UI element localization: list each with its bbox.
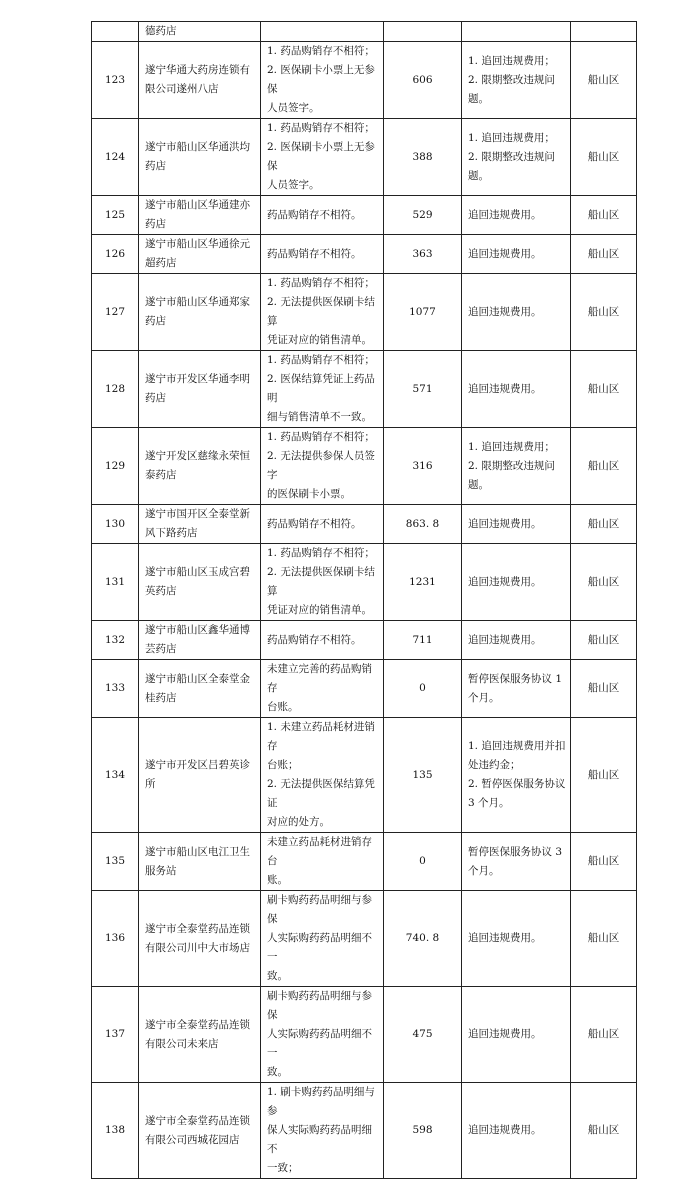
district-cell: 船山区 [571, 833, 637, 891]
table-row [92, 351, 637, 428]
amount-cell: 863. 8 [384, 505, 462, 544]
merchant-name-cell: 遂宁市船山区华通建亦 药店 [139, 196, 261, 235]
penalty-table [91, 21, 637, 1179]
penalty-action-cell: 暂停医保服务协议 1 个月。 [462, 660, 571, 718]
table-row [92, 428, 637, 505]
amount-cell: 711 [384, 621, 462, 660]
penalty-action-cell: 暂停医保服务协议 3 个月。 [462, 833, 571, 891]
penalty-action-cell: 追回违规费用。 [462, 235, 571, 274]
row-number-cell: 124 [92, 119, 139, 196]
penalty-action-cell: 追回违规费用。 [462, 621, 571, 660]
amount-cell: 388 [384, 119, 462, 196]
violation-issue-cell: 1. 药品购销存不相符； 2. 医保刷卡小票上无参保 人员签字。 [261, 42, 384, 119]
penalty-action-cell: 1. 追回违规费用并扣 处违约金； 2. 暂停医保服务协议 3 个月。 [462, 718, 571, 833]
district-cell: 船山区 [571, 621, 637, 660]
district-cell: 船山区 [571, 718, 637, 833]
merchant-name-cell: 德药店 [139, 22, 261, 42]
amount-cell: 571 [384, 351, 462, 428]
penalty-action-cell: 追回违规费用。 [462, 351, 571, 428]
table-row [92, 505, 637, 544]
penalty-action-cell: 1. 追回违规费用； 2. 限期整改违规问 题。 [462, 119, 571, 196]
district-cell: 船山区 [571, 505, 637, 544]
merchant-name-cell: 遂宁市全泰堂药品连锁 有限公司川中大市场店 [139, 891, 261, 987]
violation-issue-cell: 1. 未建立药品耗材进销存 台账； 2. 无法提供医保结算凭证 对应的处方。 [261, 718, 384, 833]
row-number-cell: 135 [92, 833, 139, 891]
district-cell: 船山区 [571, 196, 637, 235]
penalty-action-cell: 追回违规费用。 [462, 891, 571, 987]
row-number-cell: 136 [92, 891, 139, 987]
district-cell: 船山区 [571, 891, 637, 987]
violation-issue-cell: 刷卡购药药品明细与参保 人实际购药药品明细不一 致。 [261, 891, 384, 987]
penalty-action-cell: 追回违规费用。 [462, 505, 571, 544]
table-row [92, 621, 637, 660]
row-number-cell: 126 [92, 235, 139, 274]
table-row [92, 660, 637, 718]
violation-issue-cell: 未建立完善的药品购销存 台账。 [261, 660, 384, 718]
violation-issue-cell: 刷卡购药药品明细与参保 人实际购药药品明细不一 致。 [261, 987, 384, 1083]
merchant-name-cell: 遂宁市船山区华通郑家 药店 [139, 274, 261, 351]
row-number-cell: 127 [92, 274, 139, 351]
merchant-name-cell: 遂宁市船山区华通洪均 药店 [139, 119, 261, 196]
district-cell: 船山区 [571, 42, 637, 119]
row-number-cell: 123 [92, 42, 139, 119]
merchant-name-cell: 遂宁市国开区全泰堂新 风下路药店 [139, 505, 261, 544]
penalty-action-cell [462, 22, 571, 42]
merchant-name-cell: 遂宁市全泰堂药品连锁 有限公司西城花园店 [139, 1083, 261, 1179]
row-number-cell: 130 [92, 505, 139, 544]
district-cell: 船山区 [571, 235, 637, 274]
merchant-name-cell: 遂宁市船山区玉成宫碧 英药店 [139, 544, 261, 621]
amount-cell: 0 [384, 833, 462, 891]
district-cell: 船山区 [571, 544, 637, 621]
merchant-name-cell: 遂宁市船山区全泰堂金 桂药店 [139, 660, 261, 718]
row-number-cell: 125 [92, 196, 139, 235]
merchant-name-cell: 遂宁市开发区华通李明 药店 [139, 351, 261, 428]
amount-cell: 529 [384, 196, 462, 235]
amount-cell: 598 [384, 1083, 462, 1179]
amount-cell: 316 [384, 428, 462, 505]
violation-issue-cell: 1. 药品购销存不相符； 2. 无法提供参保人员签字 的医保刷卡小票。 [261, 428, 384, 505]
district-cell: 船山区 [571, 1083, 637, 1179]
penalty-action-cell: 追回违规费用。 [462, 1083, 571, 1179]
merchant-name-cell: 遂宁开发区慈缘永荣恒 泰药店 [139, 428, 261, 505]
penalty-action-cell: 1. 追回违规费用； 2. 限期整改违规问 题。 [462, 428, 571, 505]
row-number-cell: 128 [92, 351, 139, 428]
table-row [92, 891, 637, 987]
row-number-cell: 132 [92, 621, 139, 660]
table-row [92, 22, 637, 42]
penalty-action-cell: 1. 追回违规费用； 2. 限期整改违规问 题。 [462, 42, 571, 119]
district-cell: 船山区 [571, 119, 637, 196]
table-row [92, 42, 637, 119]
table-row [92, 544, 637, 621]
violation-issue-cell: 药品购销存不相符。 [261, 621, 384, 660]
amount-cell: 740. 8 [384, 891, 462, 987]
violation-issue-cell: 1. 药品购销存不相符； 2. 无法提供医保刷卡结算 凭证对应的销售清单。 [261, 544, 384, 621]
penalty-action-cell: 追回违规费用。 [462, 987, 571, 1083]
row-number-cell [92, 22, 139, 42]
penalty-action-cell: 追回违规费用。 [462, 544, 571, 621]
district-cell: 船山区 [571, 351, 637, 428]
table-row [92, 196, 637, 235]
penalty-action-cell: 追回违规费用。 [462, 274, 571, 351]
district-cell: 船山区 [571, 428, 637, 505]
merchant-name-cell: 遂宁市船山区鑫华通博 芸药店 [139, 621, 261, 660]
violation-issue-cell: 未建立药品耗材进销存台 账。 [261, 833, 384, 891]
district-cell [571, 22, 637, 42]
violation-issue-cell [261, 22, 384, 42]
table-row [92, 235, 637, 274]
district-cell: 船山区 [571, 274, 637, 351]
amount-cell: 363 [384, 235, 462, 274]
district-cell: 船山区 [571, 660, 637, 718]
merchant-name-cell: 遂宁华通大药房连锁有 限公司遂州八店 [139, 42, 261, 119]
merchant-name-cell: 遂宁市开发区吕碧英诊 所 [139, 718, 261, 833]
table-row [92, 987, 637, 1083]
violation-issue-cell: 药品购销存不相符。 [261, 505, 384, 544]
amount-cell: 135 [384, 718, 462, 833]
violation-issue-cell: 1. 刷卡购药药品明细与参 保人实际购药药品明细不 一致； [261, 1083, 384, 1179]
table-row [92, 1083, 637, 1179]
amount-cell: 1077 [384, 274, 462, 351]
merchant-name-cell: 遂宁市船山区电江卫生 服务站 [139, 833, 261, 891]
row-number-cell: 131 [92, 544, 139, 621]
table-row [92, 718, 637, 833]
amount-cell [384, 22, 462, 42]
amount-cell: 475 [384, 987, 462, 1083]
district-cell: 船山区 [571, 987, 637, 1083]
violation-issue-cell: 药品购销存不相符。 [261, 235, 384, 274]
row-number-cell: 137 [92, 987, 139, 1083]
row-number-cell: 129 [92, 428, 139, 505]
row-number-cell: 133 [92, 660, 139, 718]
table-row [92, 274, 637, 351]
table-row [92, 119, 637, 196]
amount-cell: 0 [384, 660, 462, 718]
violation-issue-cell: 药品购销存不相符。 [261, 196, 384, 235]
table-body [92, 22, 637, 1179]
amount-cell: 1231 [384, 544, 462, 621]
amount-cell: 606 [384, 42, 462, 119]
merchant-name-cell: 遂宁市全泰堂药品连锁 有限公司未来店 [139, 987, 261, 1083]
violation-issue-cell: 1. 药品购销存不相符； 2. 无法提供医保刷卡结算 凭证对应的销售清单。 [261, 274, 384, 351]
merchant-name-cell: 遂宁市船山区华通徐元 超药店 [139, 235, 261, 274]
violation-issue-cell: 1. 药品购销存不相符； 2. 医保结算凭证上药品明 细与销售清单不一致。 [261, 351, 384, 428]
row-number-cell: 138 [92, 1083, 139, 1179]
penalty-action-cell: 追回违规费用。 [462, 196, 571, 235]
row-number-cell: 134 [92, 718, 139, 833]
violation-issue-cell: 1. 药品购销存不相符； 2. 医保刷卡小票上无参保 人员签字。 [261, 119, 384, 196]
